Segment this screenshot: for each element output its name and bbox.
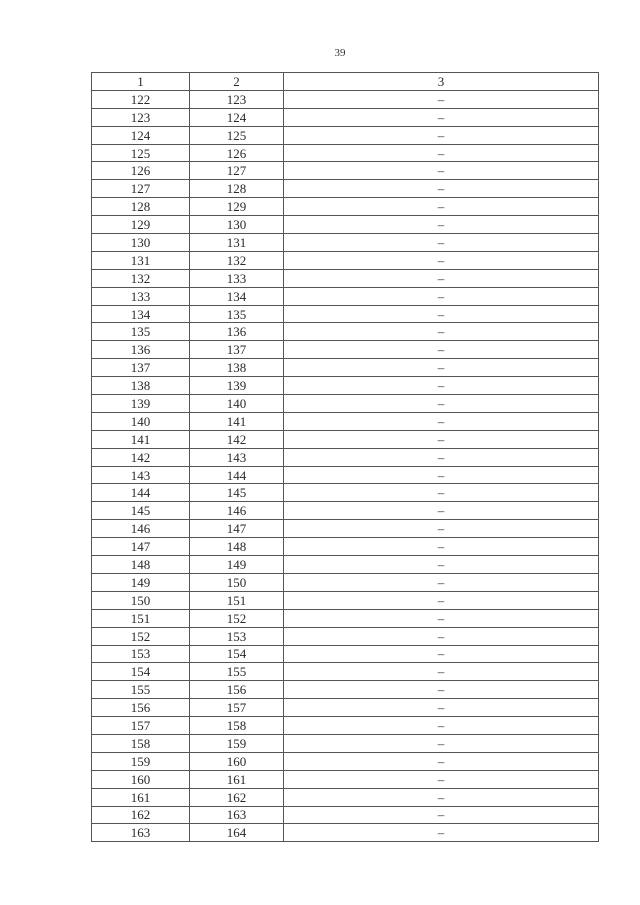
table-cell-col-1: 159 <box>92 752 190 770</box>
table-row <box>92 305 599 323</box>
table-cell-col-1: 153 <box>92 645 190 663</box>
table-cell-col-2: 158 <box>190 717 284 735</box>
table-cell-col-3: – <box>284 663 599 681</box>
table-cell-col-3: – <box>284 502 599 520</box>
table-body <box>92 90 599 841</box>
table-cell-col-1: 161 <box>92 788 190 806</box>
table-row <box>92 108 599 126</box>
table-cell-col-2: 144 <box>190 466 284 484</box>
table-row <box>92 466 599 484</box>
table-cell-col-2: 154 <box>190 645 284 663</box>
table-cell-col-3: – <box>284 377 599 395</box>
table-cell-col-3: – <box>284 90 599 108</box>
table-row <box>92 198 599 216</box>
table-row <box>92 126 599 144</box>
table-cell-col-3: – <box>284 627 599 645</box>
table-cell-col-1: 163 <box>92 824 190 842</box>
table-cell-col-1: 125 <box>92 144 190 162</box>
table-cell-col-2: 145 <box>190 484 284 502</box>
table-cell-col-1: 150 <box>92 591 190 609</box>
table-cell-col-3: – <box>284 108 599 126</box>
table-cell-col-2: 153 <box>190 627 284 645</box>
table-row <box>92 806 599 824</box>
table-cell-col-2: 150 <box>190 573 284 591</box>
table-cell-col-3: – <box>284 609 599 627</box>
table-cell-col-1: 145 <box>92 502 190 520</box>
table-cell-col-2: 128 <box>190 180 284 198</box>
table-cell-col-3: – <box>284 466 599 484</box>
table-cell-col-3: – <box>284 788 599 806</box>
table-cell-col-2: 152 <box>190 609 284 627</box>
table-cell-col-1: 158 <box>92 734 190 752</box>
table-row <box>92 359 599 377</box>
table-cell-col-2: 137 <box>190 341 284 359</box>
table-cell-col-2: 156 <box>190 681 284 699</box>
table-cell-col-2: 132 <box>190 251 284 269</box>
table-row <box>92 627 599 645</box>
table-cell-col-1: 149 <box>92 573 190 591</box>
table-row <box>92 395 599 413</box>
table-cell-col-1: 148 <box>92 556 190 574</box>
table-row <box>92 824 599 842</box>
table-row <box>92 377 599 395</box>
table-cell-col-2: 140 <box>190 395 284 413</box>
table-cell-col-2: 124 <box>190 108 284 126</box>
table-cell-col-3: – <box>284 305 599 323</box>
table-cell-col-3: – <box>284 144 599 162</box>
table-row <box>92 216 599 234</box>
table-cell-col-3: – <box>284 251 599 269</box>
table-cell-col-2: 126 <box>190 144 284 162</box>
table-row <box>92 251 599 269</box>
table-cell-col-1: 132 <box>92 269 190 287</box>
table-cell-col-1: 124 <box>92 126 190 144</box>
table-cell-col-3: – <box>284 681 599 699</box>
table-cell-col-3: – <box>284 520 599 538</box>
table-cell-col-3: – <box>284 752 599 770</box>
table-cell-col-2: 163 <box>190 806 284 824</box>
table-row <box>92 412 599 430</box>
table-cell-col-2: 143 <box>190 448 284 466</box>
table-row <box>92 90 599 108</box>
table-row <box>92 323 599 341</box>
table-row <box>92 717 599 735</box>
table-row <box>92 180 599 198</box>
table-cell-col-1: 141 <box>92 430 190 448</box>
table-cell-col-2: 146 <box>190 502 284 520</box>
table-row <box>92 430 599 448</box>
table-cell-col-3: – <box>284 162 599 180</box>
table-cell-col-1: 136 <box>92 341 190 359</box>
table-cell-col-2: 155 <box>190 663 284 681</box>
table-cell-col-2: 138 <box>190 359 284 377</box>
table-row <box>92 681 599 699</box>
table-cell-col-1: 123 <box>92 108 190 126</box>
table-cell-col-3: – <box>284 484 599 502</box>
table-row <box>92 699 599 717</box>
table-row <box>92 484 599 502</box>
table-cell-col-3: – <box>284 430 599 448</box>
page-number: 39 <box>334 47 346 59</box>
table-cell-col-2: 125 <box>190 126 284 144</box>
table-cell-col-1: 143 <box>92 466 190 484</box>
table-cell-col-1: 122 <box>92 90 190 108</box>
table-row <box>92 645 599 663</box>
table-cell-col-1: 142 <box>92 448 190 466</box>
table-cell-col-3: – <box>284 234 599 252</box>
table-cell-col-1: 144 <box>92 484 190 502</box>
table-cell-col-1: 160 <box>92 770 190 788</box>
column-header-3: 3 <box>284 73 599 91</box>
table-cell-col-1: 138 <box>92 377 190 395</box>
table-cell-col-3: – <box>284 198 599 216</box>
table-cell-col-2: 147 <box>190 520 284 538</box>
table-cell-col-2: 134 <box>190 287 284 305</box>
table-cell-col-3: – <box>284 538 599 556</box>
table-row <box>92 448 599 466</box>
table-cell-col-2: 123 <box>190 90 284 108</box>
table-cell-col-3: – <box>284 717 599 735</box>
table-cell-col-1: 146 <box>92 520 190 538</box>
table-row <box>92 520 599 538</box>
table-cell-col-1: 126 <box>92 162 190 180</box>
table-cell-col-3: – <box>284 734 599 752</box>
table-row <box>92 162 599 180</box>
table-cell-col-3: – <box>284 395 599 413</box>
table-row <box>92 591 599 609</box>
table-row <box>92 287 599 305</box>
table-cell-col-3: – <box>284 180 599 198</box>
table-row <box>92 144 599 162</box>
table-cell-col-3: – <box>284 591 599 609</box>
table-cell-col-3: – <box>284 645 599 663</box>
table-row <box>92 609 599 627</box>
table-cell-col-2: 157 <box>190 699 284 717</box>
table-cell-col-2: 161 <box>190 770 284 788</box>
table-cell-col-2: 136 <box>190 323 284 341</box>
table-cell-col-3: – <box>284 699 599 717</box>
table-cell-col-3: – <box>284 448 599 466</box>
table-row <box>92 341 599 359</box>
table-cell-col-2: 159 <box>190 734 284 752</box>
table-cell-col-3: – <box>284 806 599 824</box>
table-cell-col-2: 135 <box>190 305 284 323</box>
table-row <box>92 734 599 752</box>
table-cell-col-2: 142 <box>190 430 284 448</box>
table-row <box>92 770 599 788</box>
table-cell-col-1: 140 <box>92 412 190 430</box>
table-cell-col-3: – <box>284 359 599 377</box>
table-cell-col-1: 129 <box>92 216 190 234</box>
table-cell-col-1: 134 <box>92 305 190 323</box>
table-cell-col-2: 139 <box>190 377 284 395</box>
table-cell-col-1: 133 <box>92 287 190 305</box>
table-cell-col-2: 149 <box>190 556 284 574</box>
table-cell-col-3: – <box>284 216 599 234</box>
table-cell-col-1: 139 <box>92 395 190 413</box>
table-cell-col-3: – <box>284 341 599 359</box>
table-row <box>92 538 599 556</box>
table-cell-col-1: 157 <box>92 717 190 735</box>
table-cell-col-2: 162 <box>190 788 284 806</box>
table-cell-col-1: 156 <box>92 699 190 717</box>
table-cell-col-2: 164 <box>190 824 284 842</box>
table-cell-col-1: 130 <box>92 234 190 252</box>
table-header-row <box>92 73 599 91</box>
table-cell-col-1: 137 <box>92 359 190 377</box>
table-cell-col-1: 155 <box>92 681 190 699</box>
table-cell-col-3: – <box>284 556 599 574</box>
table-row <box>92 556 599 574</box>
column-header-1: 1 <box>92 73 190 91</box>
table-cell-col-1: 152 <box>92 627 190 645</box>
table-cell-col-1: 151 <box>92 609 190 627</box>
table-cell-col-2: 151 <box>190 591 284 609</box>
table-cell-col-3: – <box>284 770 599 788</box>
table-cell-col-2: 141 <box>190 412 284 430</box>
table-cell-col-3: – <box>284 126 599 144</box>
table-cell-col-2: 129 <box>190 198 284 216</box>
table-cell-col-1: 154 <box>92 663 190 681</box>
table-row <box>92 269 599 287</box>
table-cell-col-1: 147 <box>92 538 190 556</box>
table-row <box>92 788 599 806</box>
table-cell-col-1: 162 <box>92 806 190 824</box>
table-cell-col-2: 127 <box>190 162 284 180</box>
table-cell-col-3: – <box>284 824 599 842</box>
table-cell-col-1: 131 <box>92 251 190 269</box>
table-cell-col-2: 130 <box>190 216 284 234</box>
table-cell-col-1: 135 <box>92 323 190 341</box>
column-header-2: 2 <box>190 73 284 91</box>
table-row <box>92 752 599 770</box>
table-cell-col-1: 128 <box>92 198 190 216</box>
table-cell-col-1: 127 <box>92 180 190 198</box>
table-cell-col-3: – <box>284 287 599 305</box>
table-cell-col-2: 131 <box>190 234 284 252</box>
table-row <box>92 502 599 520</box>
table-cell-col-2: 148 <box>190 538 284 556</box>
table-cell-col-2: 133 <box>190 269 284 287</box>
table-row <box>92 573 599 591</box>
table-row <box>92 663 599 681</box>
table-cell-col-3: – <box>284 573 599 591</box>
table-row <box>92 234 599 252</box>
data-table <box>91 72 599 842</box>
table-cell-col-3: – <box>284 412 599 430</box>
table-cell-col-3: – <box>284 323 599 341</box>
table-cell-col-3: – <box>284 269 599 287</box>
table-cell-col-2: 160 <box>190 752 284 770</box>
